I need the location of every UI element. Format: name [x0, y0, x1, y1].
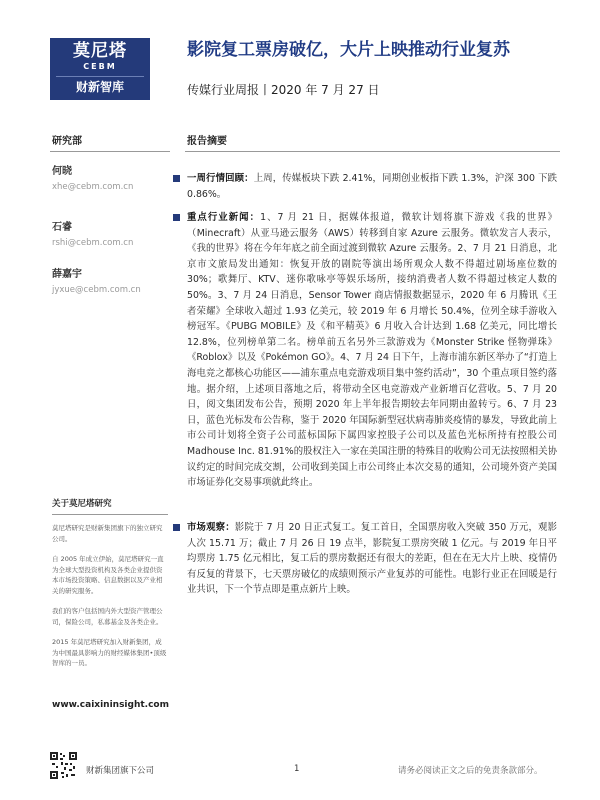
summary-item-market-review: [187, 171, 557, 202]
bullet-icon: [173, 524, 180, 531]
cebm-logo: [50, 38, 150, 100]
about-paragraph: 自 2005 年成立伊始，莫尼塔研究一直为全球大型投资机构及各类企业提供资本市场投资策略、信息数据以及产业相关的研究服务。: [52, 555, 164, 595]
bullet-icon: [173, 214, 180, 221]
bullet-icon: [173, 175, 180, 182]
about-paragraph: 莫尼塔研究是财新集团旗下的独立研究公司。: [52, 524, 163, 543]
report-title: 影院复工票房破亿，大片上映推动行业复苏: [187, 40, 510, 60]
item-heading: 一周行情回顾：: [187, 173, 254, 184]
research-dept-heading: 研究部: [52, 136, 82, 147]
analyst-name: 薛嘉宇: [52, 269, 82, 280]
qr-code-icon: [50, 752, 77, 779]
item-text: 影院于 7 月 20 日正式复工。复工首日，全国票房收入突破 350 万元，观影人次 15.71 万；截止 7 月 26 日 19 点半，影院复工票房突破 1 亿元。与 2019 年日平均票房 1.75 亿元相比，复工后的票房数据还有很大的差距，但在在无大片上映、疫情仍有反复的背景下，七天票房破亿的成绩则预示产业复苏的可能性。电影行业正在回暖是行业共识，下一个节点即是重点新片上映。: [187, 522, 557, 596]
website-link[interactable]: www.caixininsight.com: [52, 700, 169, 710]
item-text: 1、7 月 21 日，据媒体报道，微软计划将旗下游戏《我的世界》（Minecraft）从亚马逊云服务（AWS）转移到自家 Azure 云服务。微软发言人表示，《我的世界》将在今年年底之前全面过渡到微软 Azure 云服务。2、7 月 21 日消息，北京市文旅局发出通知：恢复开放的剧院等演出场所观众人数不得超过剧场座位数的 30%；歌舞厅、KTV、迷你歌咏亭等娱乐场所，接纳消费者人数不得超过核定人数的 50%。3、7 月 24 日消息，Sensor Tower 商店情报数据显示，2020 年 6 月腾讯《王者荣耀》全球收入超过 1.93 亿美元，较 2019 年 6 月增长 50.4%，位列全球手游收入榜冠军。《PUBG MOBILE》及《和平精英》6 月收入合计达到 1.68 亿美元，同比增长 12.8%，位列榜单第二名。榜单前五名另外三款游戏为《Monster Strike 怪物弹珠》《Roblox》以及《Pokémon GO》。4、7 月 24 日下午，上海市浦东新区举办了“打造上海电竞之都核心功能区——浦东重点电竞游戏项目集中签约活动”，30 个重点项目签约落地。据介绍，上述项目落地之后，将带动全区电竞游戏产业新增百亿营收。5、7 月 20 日，阅文集团发布公告，预期 2020 年上半年报告期较去年同期由盈转亏。6、7 月 23 日，蓝色光标发布公告称，鉴于 2020 年国际新型冠状病毒肺炎疫情的暴发，导致此前上市公司计划将全资子公司蓝标国际下属四家控股子公司以及蓝色光标所持有控股公司 Madhouse Inc. 81.91%的股权注入一家在美国注册的特殊目的收购公司无法按照相关协议约定的时间完成交割，公司收到美国上市公司终止本次交易的通知，公司境外资产美国市场证券化交易事项就此终止。: [187, 212, 557, 489]
about-title: 关于莫尼塔研究: [52, 499, 112, 509]
analyst-email[interactable]: xhe@cebm.com.cn: [52, 182, 134, 192]
logo-en: CEBM: [83, 62, 117, 71]
analyst-name: 何晓: [52, 166, 72, 177]
sidebar-divider: [50, 151, 170, 152]
item-heading: 市场观察：: [187, 522, 235, 533]
analyst: [52, 221, 172, 250]
summary-heading: 报告摘要: [187, 136, 227, 147]
about-section: [52, 498, 168, 679]
analyst: [52, 165, 172, 194]
analyst-name: 石睿: [52, 222, 72, 233]
about-paragraph: 我们的客户包括国内外大型资产管理公司，保险公司，私募基金及各类企业。: [52, 607, 163, 626]
about-paragraph: 2015 年莫尼塔研究加入财新集团，成为中国最具影响力的财经媒体集团•顶级智库的一员。: [52, 638, 167, 667]
logo-brand: 财新智库: [56, 76, 144, 96]
footer-company: 财新集团旗下公司: [86, 766, 155, 776]
page-number: 1: [294, 764, 300, 774]
analyst: [52, 268, 172, 297]
summary-item-industry-news: [187, 210, 557, 491]
analyst-email[interactable]: jyxue@cebm.com.cn: [52, 285, 141, 295]
item-heading: 重点行业新闻：: [187, 212, 261, 223]
about-divider: [52, 514, 168, 515]
summary-item-market-observation: [187, 520, 557, 598]
report-subtitle: 传媒行业周报丨2020 年 7 月 27 日: [187, 83, 380, 97]
footer-disclaimer: 请务必阅读正文之后的免责条款部分。: [398, 766, 543, 776]
item-text: 上周，传媒板块下跌 2.41%，同期创业板指下跌 1.3%，沪深 300 下跌 0.86%。: [187, 173, 557, 200]
analyst-email[interactable]: rshi@cebm.com.cn: [52, 238, 134, 248]
main-divider: [185, 151, 560, 152]
logo-cn: 莫尼塔: [73, 41, 127, 61]
